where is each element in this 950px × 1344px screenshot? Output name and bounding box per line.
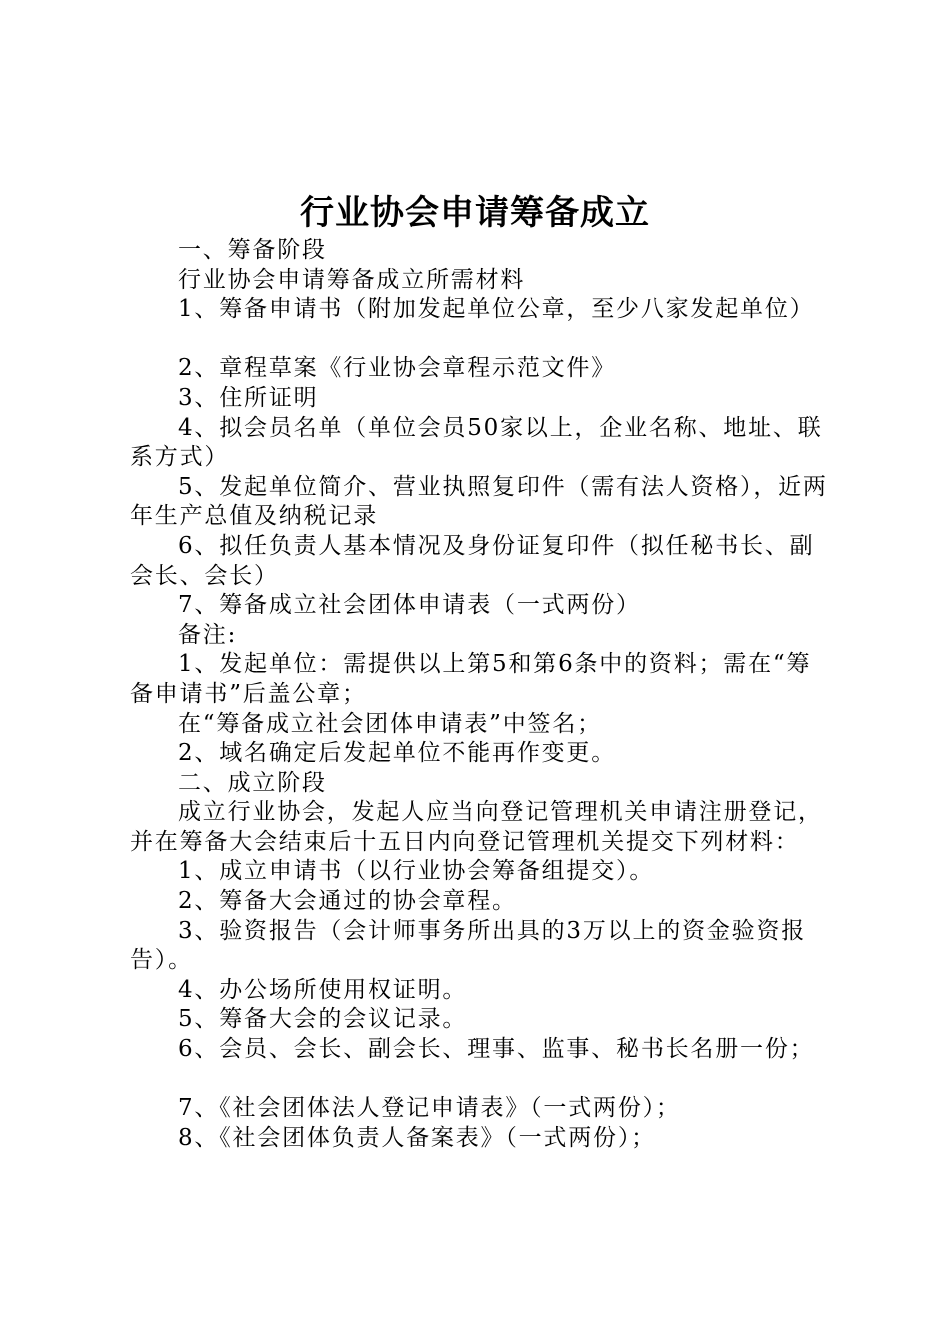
remark-item: 在“筹备成立社会团体申请表”中签名； [178,710,602,737]
list-item: 5、发起单位简介、营业执照复印件（需有法人资格），近两年生产总值及纳税记录 [130,473,828,530]
list-item: 3、验资报告（会计师事务所出具的3万以上的资金验资报告）。 [130,917,807,974]
list-item: 1、筹备申请书（附加发起单位公章，至少八家发起单位） [178,296,815,323]
document-title: 行业协会申请筹备成立 [300,193,650,233]
paragraph: 成立行业协会，发起人应当向登记管理机关申请注册登记，并在筹备大会结束后十五日内向登记管理机关提交下列材料： [130,799,823,855]
list-item: 1、成立申请书（以行业协会筹备组提交）。 [178,858,655,885]
blank-line [130,325,835,355]
list-item: 7、筹备成立社会团体申请表（一式两份） [178,592,641,619]
section-heading-preparation: 一、筹备阶段 [178,237,327,263]
list-item: 4、办公场所使用权证明。 [178,976,468,1003]
list-item: 6、拟任负责人基本情况及身份证复印件（拟任秘书长、副会长、会长） [130,532,815,589]
remarks-heading: 备注: [178,621,238,648]
list-item: 2、筹备大会通过的协会章程。 [178,888,517,915]
remark-item: 1、发起单位：需提供以上第5和第6条中的资料；需在“筹备申请书”后盖公章； [130,651,812,707]
paragraph: 行业协会申请筹备成立所需材料 [178,266,526,293]
list-item: 7、《社会团体法人登记申请表》（一式两份）； [178,1095,681,1122]
list-item: 8、《社会团体负责人备案表》（一式两份）； [178,1124,656,1151]
list-item: 3、住所证明 [178,384,319,411]
list-item: 5、筹备大会的会议记录。 [178,1006,468,1033]
document-body [130,236,835,1153]
remark-item: 2、域名确定后发起单位不能再作变更。 [178,740,617,767]
blank-line [130,1065,835,1095]
section-heading-establishment: 二、成立阶段 [178,769,327,796]
list-item: 6、会员、会长、副会长、理事、监事、秘书长名册一份； [178,1036,815,1063]
list-item: 2、章程草案《行业协会章程示范文件》 [178,355,617,382]
list-item: 4、拟会员名单（单位会员50家以上，企业名称、地址、联系方式） [130,414,823,471]
